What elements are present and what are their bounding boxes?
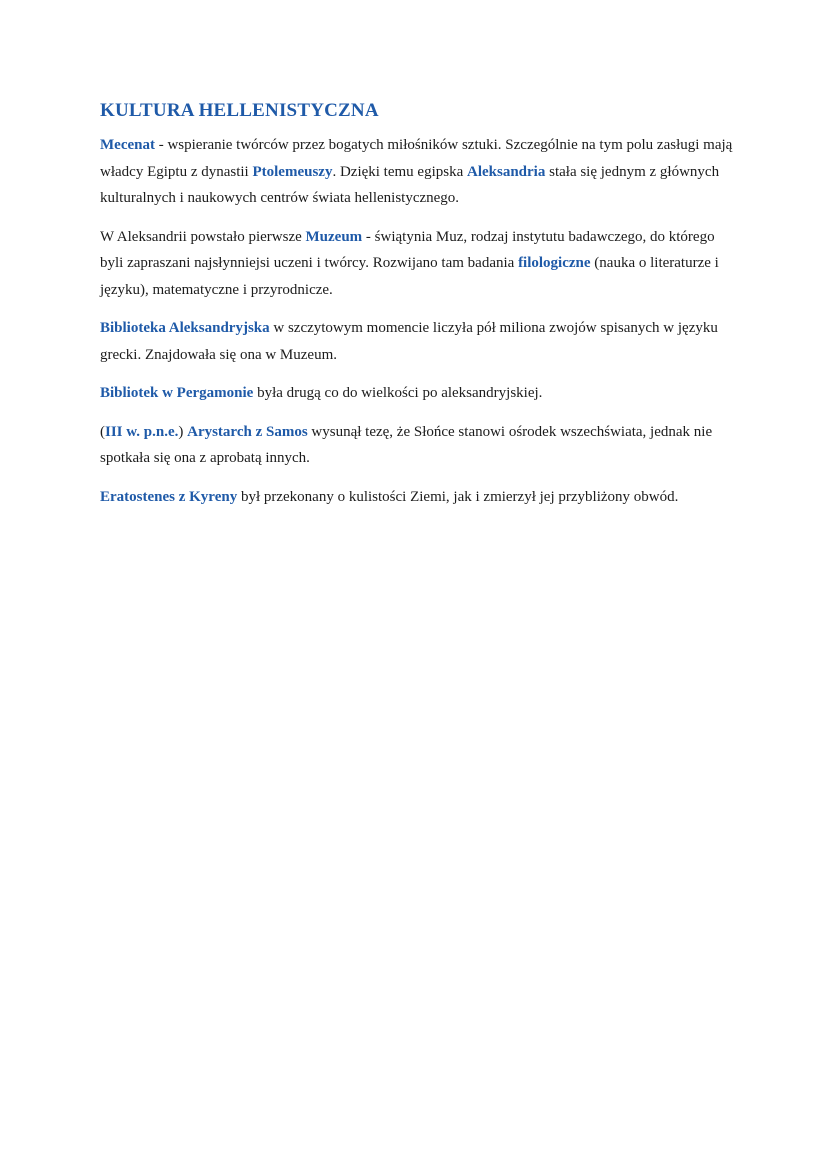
- paragraph: [100, 315, 740, 368]
- paragraph-text: - świątynia Muz, rodzaj instytutu badawczego, do którego byli zapraszani najsłynniejsi uczeni i twórcy. Rozwijano tam badania: [100, 228, 715, 271]
- highlighted-term: Muzeum: [305, 228, 363, 245]
- highlighted-term: Ptolemeuszy: [252, 163, 333, 180]
- paragraph-text: - wspieranie twórców przez bogatych miłośników sztuki. Szczególnie na tym polu zasługi mają władcy Egiptu z dynastii: [100, 137, 733, 180]
- paragraph-text: stała się jednym z głównych kulturalnych i naukowych centrów świata hellenistycznego.: [100, 163, 720, 206]
- highlighted-term: Arystarch z Samos: [187, 423, 308, 440]
- paragraph-text: wysunął tezę, że Słońce stanowi ośrodek wszechświata, jednak nie spotkała się ona z aprobatą innych.: [100, 423, 713, 466]
- document-body: [100, 132, 740, 510]
- paragraph-text: W Aleksandrii powstało pierwsze: [100, 228, 306, 245]
- document-title: KULTURA HELLENISTYCZNA: [100, 100, 379, 121]
- paragraph-text: ): [178, 423, 188, 440]
- document-page: [100, 98, 740, 522]
- paragraph-text: była drugą co do wielkości po aleksandryjskiej.: [253, 385, 543, 401]
- highlighted-term: Biblioteka Aleksandryjska: [100, 320, 270, 336]
- highlighted-term: Bibliotek w Pergamonie: [100, 385, 254, 401]
- paragraph-text: (: [100, 423, 105, 440]
- paragraph-text: . Dzięki temu egipska: [332, 163, 467, 180]
- paragraph: [100, 380, 740, 407]
- paragraph: [100, 484, 740, 511]
- highlighted-term: Eratostenes z Kyreny: [100, 488, 238, 505]
- paragraph-text: w szczytowym momencie liczyła pół miliona zwojów spisanych w języku grecki. Znajdowała się ona w Muzeum.: [100, 320, 718, 363]
- highlighted-term: Aleksandria: [467, 163, 546, 180]
- highlighted-term: filologiczne: [518, 255, 591, 271]
- highlighted-term: Mecenat: [100, 137, 155, 153]
- paragraph: [100, 132, 740, 212]
- paragraph-text: był przekonany o kulistości Ziemi, jak i zmierzył jej przybliżony obwód.: [237, 488, 679, 505]
- highlighted-term: III w. p.n.e.: [105, 423, 179, 440]
- paragraph: [100, 419, 740, 472]
- paragraph: [100, 224, 740, 304]
- paragraph-text: (nauka o literaturze i języku), matematyczne i przyrodnicze.: [100, 255, 719, 298]
